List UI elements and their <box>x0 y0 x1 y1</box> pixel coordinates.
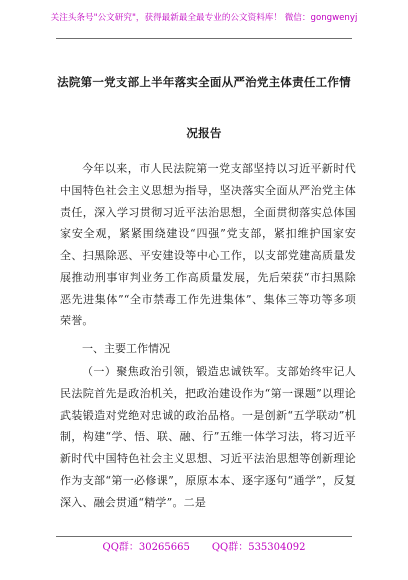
promo-banner: 关注头条号"公文研究"，获得最新最全最专业的公文资料库！ 微信：gongwenyj <box>50 13 358 23</box>
section-heading: 一、主要工作情况 <box>82 342 170 355</box>
qq-group-1: QQ群：30265665 <box>102 542 190 553</box>
qq-group-2: QQ群：535304092 <box>211 542 306 553</box>
footer-contacts <box>60 541 348 555</box>
document-title-line-2: 况报告 <box>186 126 222 140</box>
footer-divider <box>56 536 352 537</box>
body-paragraph: （一）聚焦政治引领，锻造忠诚铁军。支部始终牢记人民法院首先是政治机关，把政治建设作为“第一课题”以理论武装锻造对党绝对忠诚的政治品格。一是创新“五学联动”机制，构建“学、悟、联、融、行”五维一体学习法，将习近平新时代中国特色社会主义思想、习近平法治思想等创新理论作为支部“第一必修课”，原原本本、逐字逐句“通学”，反复深入、融会贯通“精学”。二是 <box>60 365 356 509</box>
intro-paragraph: 今年以来，市人民法院第一党支部坚持以习近平新时代中国特色社会主义思想为指导，坚决落实全面从严治党主体责任，深入学习贯彻习近平法治思想，全面贯彻落实总体国家安全观，紧紧围绕建设“四强”党支部，紧扣维护国家安全、扫黑除恶、平安建设等中心工作，以支部党建高质量发展推动刑事审判业务工作高质量发展，先后荣获“市扫黑除恶先进集体”“全市禁毒工作先进集体”、集体三等功等多项荣誉。 <box>60 162 356 328</box>
header-divider <box>56 38 352 39</box>
document-title-line-1: 法院第一党支部上半年落实全面从严治党主体责任工作情 <box>57 75 351 89</box>
